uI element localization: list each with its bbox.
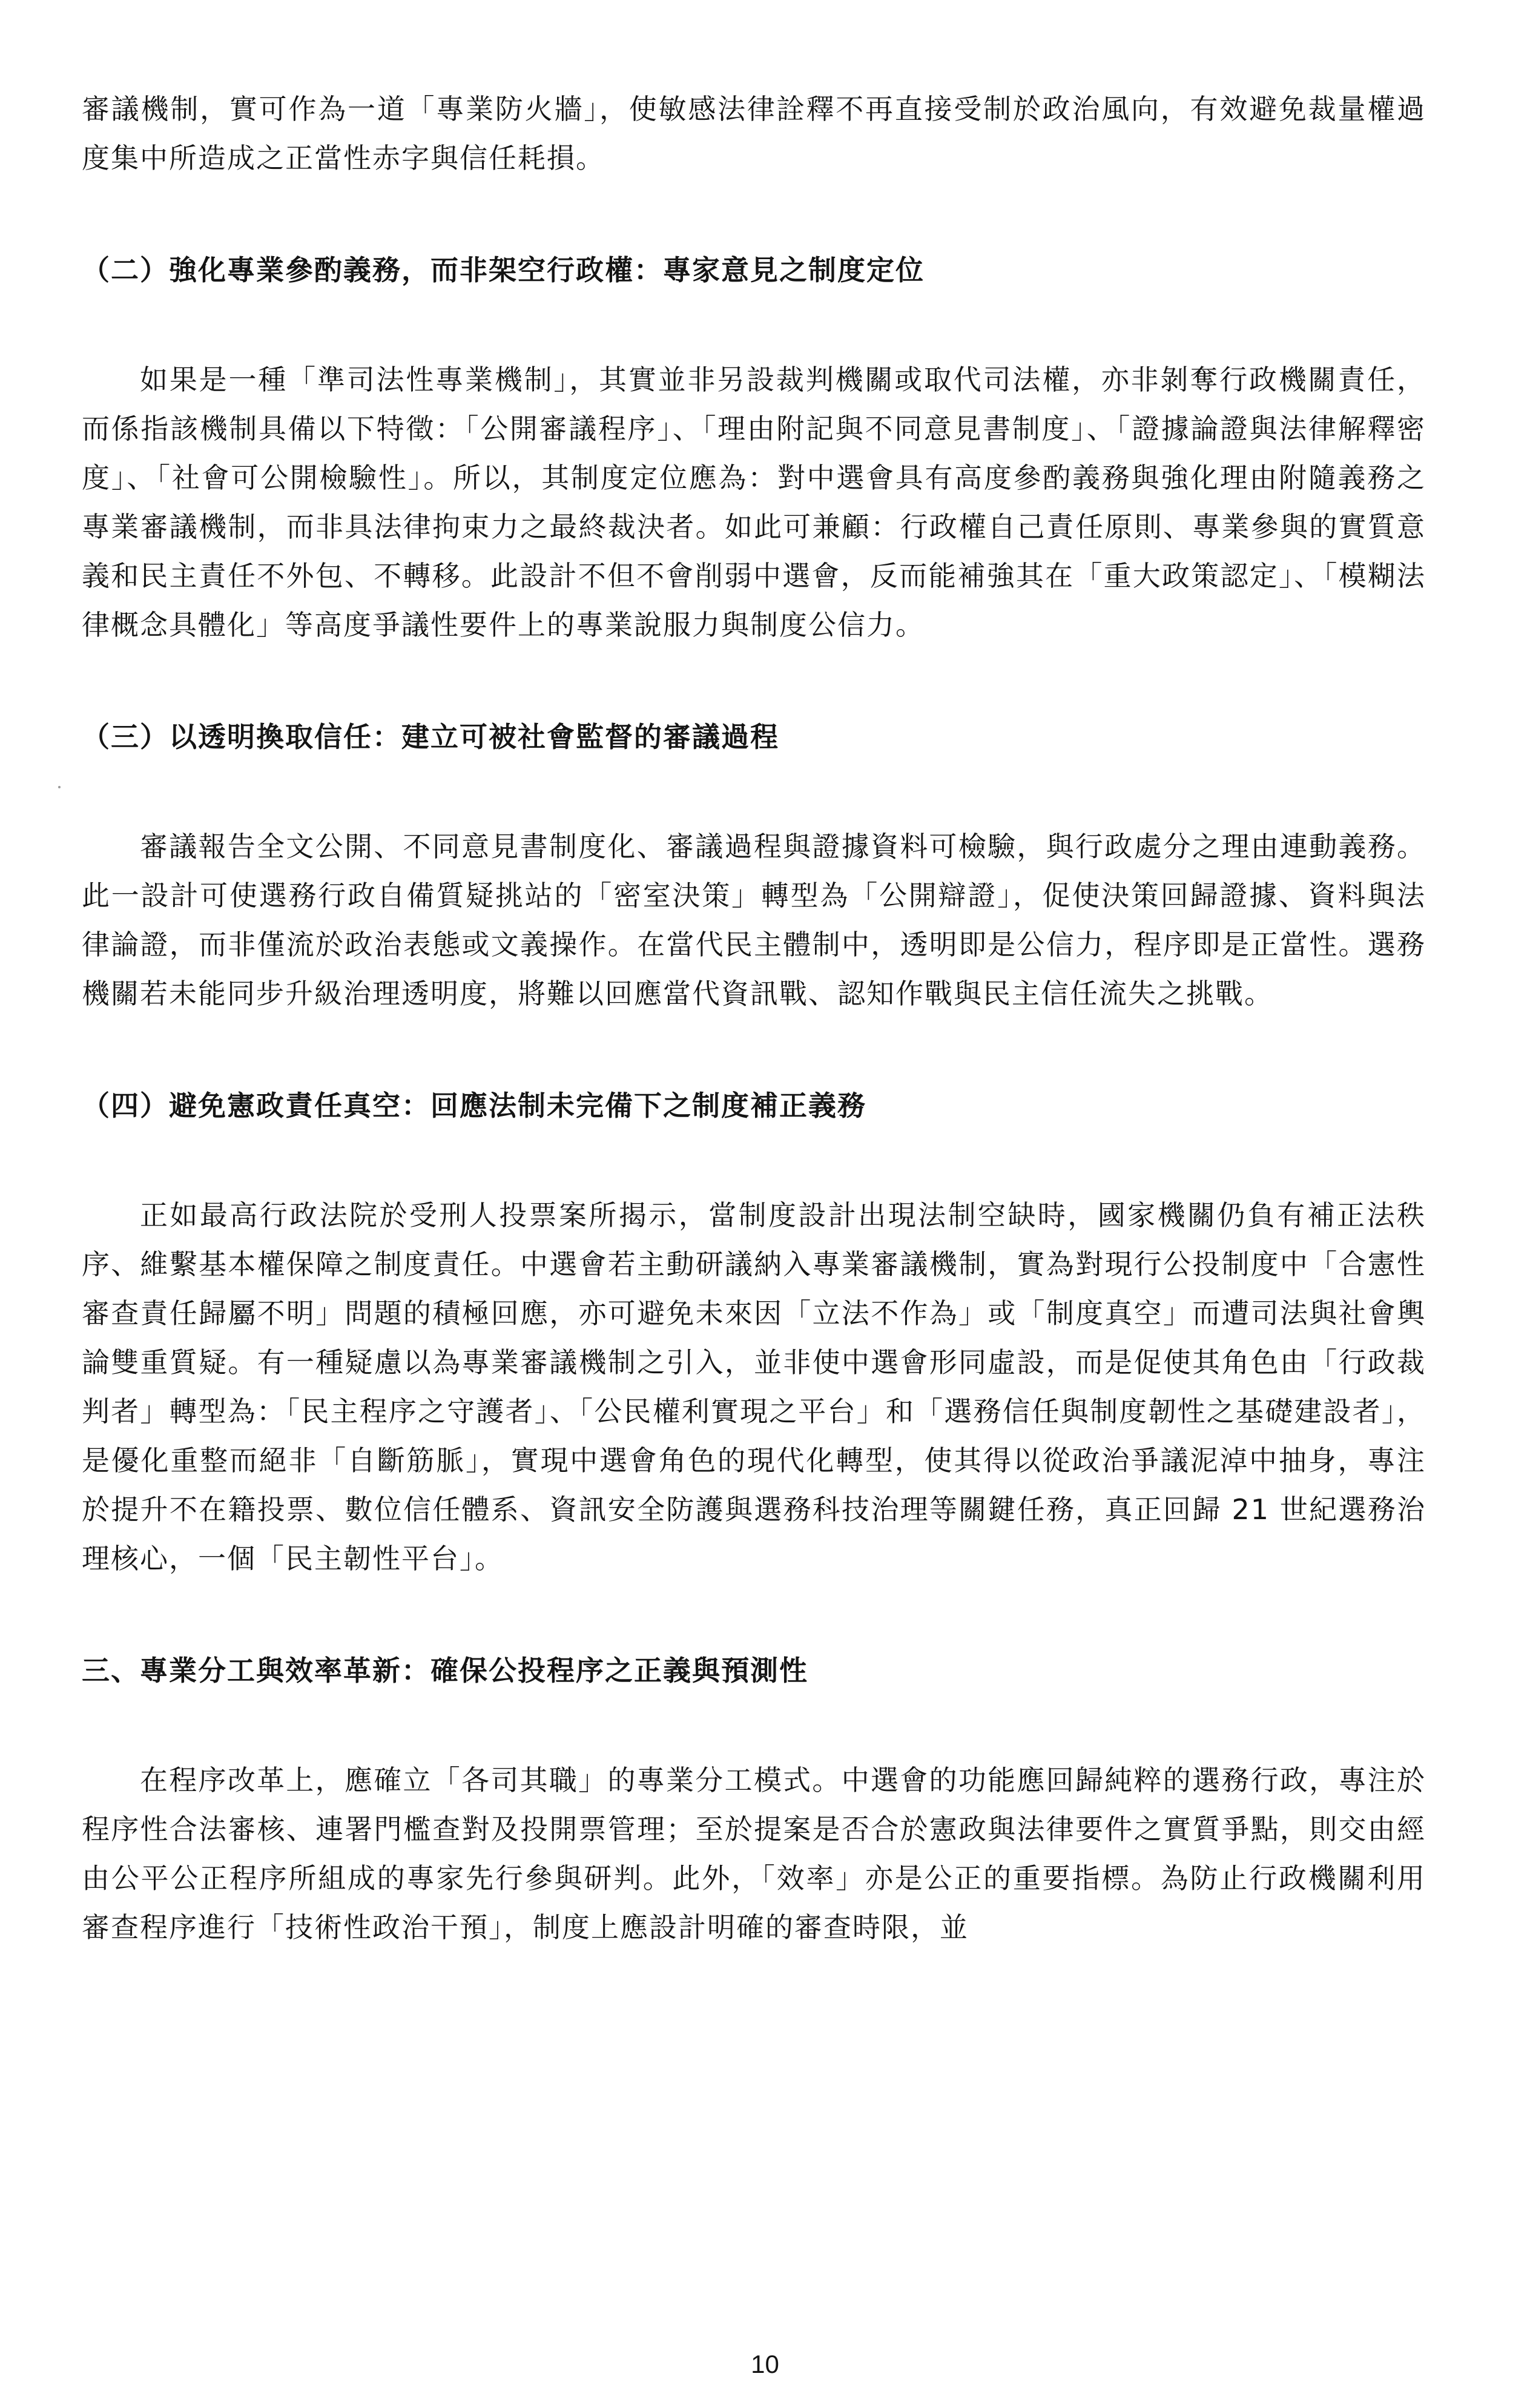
spacer [82, 1583, 1426, 1646]
paragraph-constitutional-duty: 正如最高行政法院於受刑人投票案所揭示，當制度設計出現法制空缺時，國家機關仍負有補正法秩序、維繫基本權保障之制度責任。中選會若主動研議納入專業審議機制，實為對現行公投制度中「合憲性審查責任歸屬不明」問題的積極回應，亦可避免未來因「立法不作為」或「制度真空」而遭司法與社會輿論雙重質疑。有一種疑慮以為專業審議機制之引入，並非使中選會形同虛設，而是促使其角色由「行政裁判者」轉型為：「民主程序之守護者」、「公民權利實現之平台」和「選務信任與制度韌性之基礎建設者」，是優化重整而絕非「自斷筋脈」，實現中選會角色的現代化轉型，使其得以從政治爭議泥淖中抽身，專注於提升不在籍投票、數位信任體系、資訊安全防護與選務科技治理等關鍵任務，真正回歸 21 世紀選務治理核心，一個「民主韌性平台」。 [82, 1199, 1426, 1575]
spacer [82, 1018, 1426, 1081]
paragraph-transparency: 審議報告全文公開、不同意見書制度化、審議過程與證據資料可檢驗，與行政處分之理由連動義務。此一設計可使選務行政自備質疑挑站的「密室決策」轉型為「公開辯證」，促使決策回歸證據、資料與法律論證，而非僅流於政治表態或文義操作。在當代民主體制中，透明即是公信力，程序即是正當性。選務機關若未能同步升級治理透明度，將難以回應當代資訊戰、認知作戰與民主信任流失之挑戰。 [82, 830, 1426, 1010]
section-heading-3: （三）以透明換取信任：建立可被社會監督的審議過程 [82, 721, 779, 753]
paragraph-continuation: 審議機制，實可作為一道「專業防火牆」，使敏感法律詮釋不再直接受制於政治風向，有效避免裁量權過度集中所造成之正當性赤字與信任耗損。 [82, 93, 1426, 174]
spacer [82, 650, 1426, 713]
paragraph-expert-opinion: 如果是一種「準司法性專業機制」，其實並非另設裁判機關或取代司法權，亦非剝奪行政機關責任，而係指該機制具備以下特徵：「公開審議程序」、「理由附記與不同意見書制度」、「證據論證與法律解釋密度」、「社會可公開檢驗性」。所以，其制度定位應為：對中選會具有高度參酌義務與強化理由附隨義務之專業審議機制，而非具法律拘束力之最終裁決者。如此可兼顧：行政權自己責任原則、專業參與的實質意義和民主責任不外包、不轉移。此設計不但不會削弱中選會，反而能補強其在「重大政策認定」、「模糊法律概念具體化」等高度爭議性要件上的專業說服力與制度公信力。 [82, 363, 1426, 641]
paragraph-division-of-labor: 在程序改革上，應確立「各司其職」的專業分工模式。中選會的功能應回歸純粹的選務行政，專注於程序性合法審核、連署門檻查對及投開票管理；至於提案是否合於憲政與法律要件之實質爭點，則交由經由公平公正程序所組成的專家先行參與研判。此外，「效率」亦是公正的重要指標。為防止行政機關利用審查程序進行「技術性政治干預」，制度上應設計明確的審查時限，並 [82, 1764, 1426, 1944]
section-heading-4: （四）避免憲政責任真空：回應法制未完備下之制度補正義務 [82, 1089, 866, 1122]
spacer [82, 183, 1426, 246]
page-number: 10 [751, 2350, 779, 2378]
spacer [82, 295, 1426, 355]
scan-speck [58, 786, 61, 788]
spacer [82, 1130, 1426, 1191]
document-body [82, 85, 1426, 1952]
section-heading-2: （二）強化專業參酌義務，而非架空行政權：專家意見之制度定位 [82, 254, 925, 286]
spacer [82, 762, 1426, 822]
chapter-heading-3: 三、專業分工與效率革新：確保公投程序之正義與預測性 [82, 1654, 808, 1687]
spacer [82, 1695, 1426, 1756]
